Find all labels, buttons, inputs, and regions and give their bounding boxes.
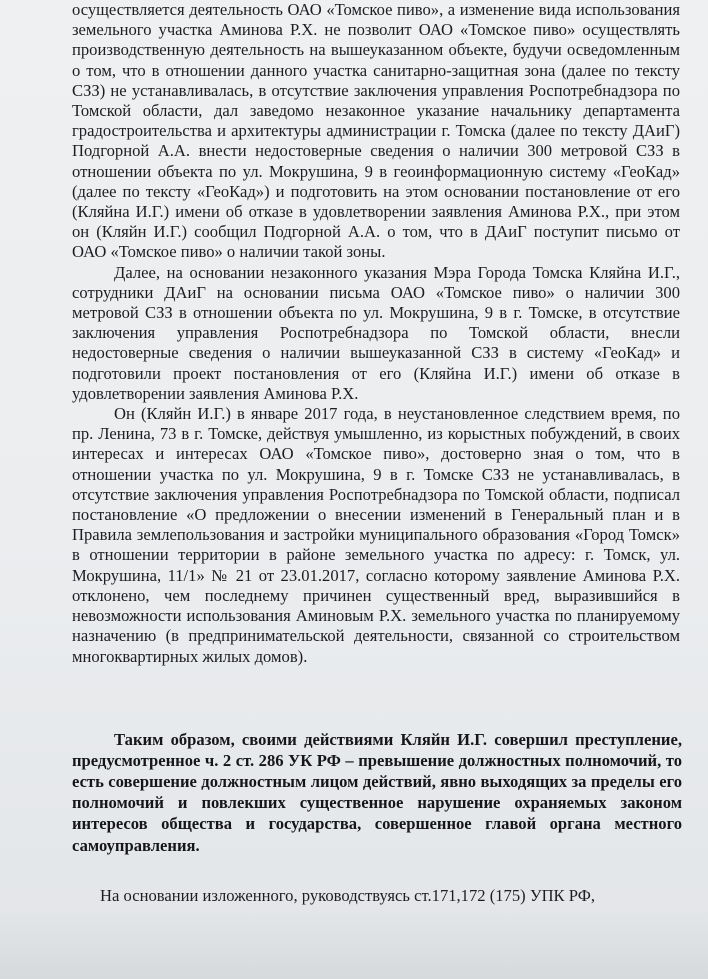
closing-line: На основании изложенного, руководствуясь ст.171,172 (175) УПК РФ,: [100, 885, 595, 905]
page-shadow: [0, 909, 708, 979]
paragraph-2: Далее, на основании незаконного указания Мэра Города Томска Кляйна И.Г., сотрудники ДАиГ на основании письма ОАО «Томское пиво» о наличии 300 метровой СЗЗ в отношении объекта по ул. Мокрушина, 9 в г. Томске, в отсутствие заключения управления Роспотребнадзора по Томской области, внесли недостоверные сведения о наличии вышеуказанной СЗЗ в систему «ГеоКад» и подготовили проект постановления от его (Кляйна И.Г.) имени об отказе в удовлетворении заявления Аминова Р.Х.: [72, 262, 680, 403]
paragraph-1: осуществляется деятельность ОАО «Томское пиво», а изменение вида использования земельного участка Аминова Р.Х. не позволит ОАО «Томское пиво» осуществлять производственную деятельность на вышеуказанном объекте, будучи осведомленным о том, что в отношении данного участка санитарно-защитная зона (далее по тексту СЗЗ) не устанавливалась, в отсутствие заключения управления Роспотребнадзора по Томской области, дал заведомо незаконное указание начальнику департамента градостроительства и архитектуры администрации г. Томска (далее по тексту ДАиГ) Подгорной А.А. внести недостоверные сведения о наличии 300 метровой СЗЗ в отношении объекта по ул. Мокрушина, 9 в геоинформационную систему «ГеоКад» (далее по тексту «ГеоКад») и подготовить на этом основании постановление от его (Кляйна И.Г.) имени об отказе в удовлетворении заявления Аминова Р.Х., при этом он (Кляйн И.Г.) сообщил Подгорной А.А. о том, что в ДАиГ поступит письмо от ОАО «Томское пиво» о наличии такой зоны.: [72, 0, 680, 262]
conclusion-paragraph: Таким образом, своими действиями Кляйн И.Г. совершил преступление, предусмотренное ч. 2 ст. 286 УК РФ – превышение должностных полномочий, то есть совершение должностным лицом действий, явно выходящих за пределы его полномочий и повлекших существенное нарушение охраняемых законом интересов общества и государства, совершенное главой органа местного самоуправления.: [72, 729, 682, 855]
document-body: [72, 0, 680, 667]
paragraph-3: Он (Кляйн И.Г.) в январе 2017 года, в неустановленное следствием время, по пр. Ленина, 73 в г. Томске, действуя умышленно, из корыстных побуждений, в своих интересах и интересах ОАО «Томское пиво», достоверно зная о том, что в отношении участка по ул. Мокрушина, 9 в г. Томске СЗЗ не устанавливалась, в отсутствие заключения управления Роспотребнадзора по Томской области, подписал постановление «О предложении о внесении изменений в Генеральный план и в Правила землепользования и застройки муниципального образования «Город Томск» в отношении территории в районе земельного участка по адресу: г. Томск, ул. Мокрушина, 11/1» № 21 от 23.01.2017, согласно которому заявление Аминова Р.Х. отклонено, чем последнему причинен существенный вред, выразившийся в невозможности использования Аминовым Р.Х. земельного участка по планируемому назначению (в предпринимательской деятельности, связанной со строительством многоквартирных жилых домов).: [72, 404, 680, 666]
